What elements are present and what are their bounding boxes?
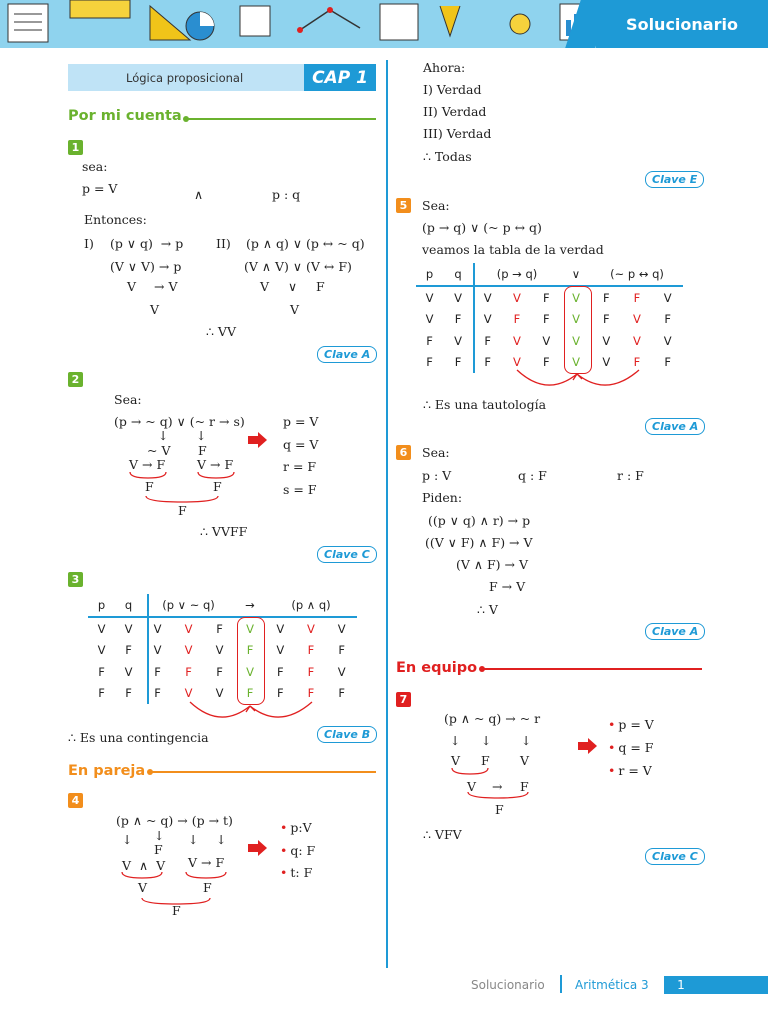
- table-cell: V: [97, 621, 106, 636]
- table-cell: F: [307, 643, 315, 658]
- table-cell: F: [426, 355, 433, 370]
- table-cell: F: [338, 643, 345, 658]
- table-cell: V: [633, 312, 641, 327]
- truth-table-p5: [416, 263, 683, 373]
- problem-number: 4: [68, 793, 83, 808]
- answer-key-button[interactable]: Clave A: [645, 418, 705, 435]
- p1-text: (V ∧ V) ∨ (V ↔ F): [244, 259, 352, 274]
- table-cell: F: [426, 333, 433, 348]
- down-arrow-icon: ↓: [216, 832, 227, 847]
- down-arrow-icon: ↓: [154, 828, 165, 843]
- p4-text: F: [172, 903, 181, 918]
- table-cell: F: [484, 355, 491, 370]
- table-cell: V: [454, 290, 462, 305]
- table-cell: F: [125, 686, 132, 701]
- table-cell: F: [664, 312, 671, 327]
- p3-arcs: [180, 700, 340, 730]
- p2-text: V → F: [129, 457, 166, 472]
- table-cell: F: [246, 643, 254, 658]
- footer-divider: [560, 975, 562, 993]
- table-cell: V: [425, 290, 434, 305]
- p1-text: F: [316, 279, 325, 294]
- chapter-label: Lógica proposicional: [126, 71, 244, 85]
- p6-text: p : V: [422, 468, 452, 483]
- header-banner: [0, 0, 768, 48]
- table-cell: V: [246, 664, 254, 679]
- p7-text: V: [520, 753, 530, 768]
- table-header: ∨: [561, 263, 591, 286]
- table-cell: V: [572, 312, 580, 327]
- section-line: [188, 118, 376, 120]
- p7-value: • q = F: [608, 740, 653, 755]
- chapter-bar: [68, 64, 376, 91]
- down-arrow-icon: ↓: [521, 733, 532, 748]
- table-cell: F: [277, 664, 284, 679]
- table-header: q: [115, 594, 142, 617]
- table-cell: V: [602, 333, 611, 348]
- right-text: III) Verdad: [423, 126, 492, 141]
- down-arrow-icon: ↓: [122, 832, 133, 847]
- p6-answer: ∴ V: [477, 602, 498, 617]
- table-cell: V: [542, 333, 551, 348]
- table-cell: V: [483, 290, 492, 305]
- p6-text: Piden:: [422, 490, 463, 505]
- table-row: [88, 640, 357, 662]
- section-title-equipo: En equipo: [396, 660, 478, 676]
- p1-text: I): [84, 236, 94, 251]
- table-cell: V: [97, 643, 106, 658]
- p1-text: sea:: [82, 159, 108, 174]
- p1-text: V: [260, 279, 270, 294]
- table-cell: F: [216, 664, 223, 679]
- table-separator: [147, 594, 149, 704]
- p1-text: p = V: [82, 181, 118, 196]
- problem-number: 6: [396, 445, 411, 460]
- p7-text: (p ∧ ~ q) → ~ r: [444, 711, 541, 726]
- p1-text: (V ∨ V) → p: [110, 259, 182, 274]
- table-header: (p ∨ ~ q): [142, 594, 235, 617]
- header-title: Solucionario: [596, 0, 768, 48]
- table-cell: F: [664, 355, 671, 370]
- p6-text: F → V: [489, 579, 526, 594]
- p2-value: q = V: [283, 437, 319, 452]
- table-cell: V: [153, 643, 162, 658]
- p4-value: • q: F: [280, 843, 315, 858]
- p7-text: V: [451, 753, 461, 768]
- table-cell: F: [125, 643, 132, 658]
- table-cell: V: [513, 290, 521, 305]
- right-arrow-icon: [248, 840, 268, 856]
- table-cell: V: [572, 355, 580, 370]
- table-cell: V: [483, 312, 492, 327]
- table-cell: V: [337, 664, 346, 679]
- p7-text: F: [520, 779, 529, 794]
- table-cell: V: [184, 643, 193, 658]
- footer-book: Solucionario: [471, 978, 545, 992]
- p7-value: • r = V: [608, 763, 652, 778]
- table-cell: F: [246, 686, 254, 701]
- p2-answer: ∴ VVFF: [200, 524, 248, 539]
- p1-text: ∧: [194, 187, 204, 202]
- p4-text: V → F: [188, 855, 225, 870]
- right-text: II) Verdad: [423, 104, 487, 119]
- table-cell: V: [663, 333, 672, 348]
- table-cell: F: [543, 355, 550, 370]
- table-cell: F: [633, 355, 641, 370]
- p7-text: V: [467, 779, 477, 794]
- table-cell: V: [513, 355, 521, 370]
- table-cell: F: [603, 290, 610, 305]
- table-cell: F: [98, 664, 105, 679]
- p1-text: p : q: [272, 187, 301, 202]
- table-cell: F: [454, 312, 462, 327]
- table-row: [88, 617, 357, 640]
- table-cell: V: [276, 621, 285, 636]
- right-text: I) Verdad: [423, 82, 482, 97]
- table-cell: F: [543, 290, 550, 305]
- down-arrow-icon: ↓: [481, 733, 492, 748]
- table-cell: F: [543, 312, 550, 327]
- table-cell: V: [454, 333, 462, 348]
- table-header: q: [443, 263, 473, 286]
- table-cell: V: [602, 355, 611, 370]
- p1-text: V: [127, 279, 137, 294]
- table-cell: F: [185, 664, 192, 679]
- table-cell: F: [154, 664, 161, 679]
- p6-text: ((p ∨ q) ∧ r) → p: [428, 513, 531, 528]
- table-cell: F: [307, 664, 315, 679]
- table-cell: V: [572, 290, 580, 305]
- p1-text: Entonces:: [84, 212, 147, 227]
- p1-text: ∨: [288, 279, 298, 294]
- table-header: p: [88, 594, 115, 617]
- table-row: [416, 286, 683, 309]
- answer-key-button[interactable]: Clave C: [645, 848, 705, 865]
- table-cell: V: [572, 333, 580, 348]
- table-cell: F: [154, 686, 161, 701]
- p5-answer: ∴ Es una tautología: [423, 397, 547, 412]
- chapter-number: CAP 1: [304, 64, 376, 91]
- down-arrow-icon: ↓: [158, 428, 169, 443]
- table-cell: F: [277, 686, 284, 701]
- table-cell: V: [215, 686, 224, 701]
- answer-key-button[interactable]: Clave C: [317, 546, 377, 563]
- section-title-mi-cuenta: Por mi cuenta: [68, 108, 182, 124]
- p2-value: p = V: [283, 414, 319, 429]
- footer-subject: Aritmética 3: [575, 978, 649, 992]
- table-cell: F: [454, 355, 462, 370]
- problem-number: 2: [68, 372, 83, 387]
- table-header: (~ p ↔ q): [591, 263, 683, 286]
- p4-text: V: [138, 880, 148, 895]
- problem-number: 7: [396, 692, 411, 707]
- p4-value: • p:V: [280, 820, 312, 835]
- table-cell: V: [276, 643, 285, 658]
- p2-text: (p → ~ q) ∨ (~ r → s): [114, 414, 245, 429]
- p4-text: F: [203, 880, 212, 895]
- table-cell: V: [425, 312, 434, 327]
- table-cell: V: [184, 686, 193, 701]
- table-header: (p ∧ q): [265, 594, 357, 617]
- table-cell: V: [246, 621, 254, 636]
- table-header: p: [416, 263, 443, 286]
- table-cell: F: [484, 333, 491, 348]
- p1-text: (p ∧ q) ∨ (p ↔ ~ q): [246, 236, 365, 251]
- down-arrow-icon: ↓: [450, 733, 461, 748]
- table-cell: V: [124, 621, 133, 636]
- table-cell: V: [184, 621, 193, 636]
- p1-text: V: [150, 302, 160, 317]
- p1-text: II): [216, 236, 231, 251]
- p4-text: F: [154, 842, 163, 857]
- truth-table-p3: [88, 594, 357, 704]
- right-arrow-icon: [578, 738, 598, 754]
- right-text: ∴ Todas: [423, 149, 472, 164]
- p1-text: → V: [154, 279, 178, 294]
- section-line: [484, 668, 702, 670]
- problem-number: 5: [396, 198, 411, 213]
- table-cell: V: [153, 621, 162, 636]
- p7-value: • p = V: [608, 717, 654, 732]
- p1-text: V: [290, 302, 300, 317]
- p2-value: s = F: [283, 482, 317, 497]
- right-text: Ahora:: [423, 60, 466, 75]
- p4-text: V ∧ V: [122, 858, 166, 873]
- table-cell: F: [513, 312, 521, 327]
- table-row: [88, 661, 357, 683]
- p5-text: veamos la tabla de la verdad: [422, 242, 604, 257]
- p6-text: r : F: [617, 468, 644, 483]
- table-cell: F: [338, 686, 345, 701]
- page-number: 1: [664, 976, 698, 994]
- p7-text: F: [481, 753, 490, 768]
- highlight-box: [564, 286, 592, 374]
- table-row: [416, 330, 683, 352]
- p4-text: (p ∧ ~ q) → (p → t): [116, 813, 233, 828]
- p2-text: F: [145, 479, 154, 494]
- p2-text: F: [178, 503, 187, 518]
- p2-text: ~ V: [147, 443, 171, 458]
- table-cell: V: [633, 333, 641, 348]
- table-cell: F: [633, 290, 641, 305]
- table-cell: V: [215, 643, 224, 658]
- answer-key-button[interactable]: Clave A: [317, 346, 377, 363]
- table-header: →: [235, 594, 265, 617]
- table-cell: V: [124, 664, 133, 679]
- table-cell: F: [98, 686, 105, 701]
- p5-text: (p → q) ∨ (~ p ↔ q): [422, 220, 542, 235]
- p2-text: F: [213, 479, 222, 494]
- p6-text: (V ∧ F) → V: [456, 557, 528, 572]
- section-line: [152, 771, 376, 773]
- table-cell: V: [663, 290, 672, 305]
- p6-text: Sea:: [422, 445, 450, 460]
- table-cell: F: [603, 312, 610, 327]
- p5-text: Sea:: [422, 198, 450, 213]
- table-cell: F: [216, 621, 223, 636]
- highlight-box: [237, 617, 265, 705]
- p1-text: (p ∨ q) → p: [110, 236, 184, 251]
- answer-key-button[interactable]: Clave E: [645, 171, 704, 188]
- p2-value: r = F: [283, 459, 317, 474]
- table-cell: V: [337, 621, 346, 636]
- column-divider: [386, 60, 388, 968]
- answer-key-button[interactable]: Clave A: [645, 623, 705, 640]
- p3-answer: ∴ Es una contingencia: [68, 730, 209, 745]
- p2-text: F: [198, 443, 207, 458]
- p2-text: V → F: [197, 457, 234, 472]
- p2-text: Sea:: [114, 392, 142, 407]
- p4-value: • t: F: [280, 865, 312, 880]
- table-header: (p → q): [473, 263, 561, 286]
- problem-number: 3: [68, 572, 83, 587]
- header-doodles: [0, 0, 600, 48]
- p7-answer: ∴ VFV: [423, 827, 462, 842]
- answer-key-button[interactable]: Clave B: [317, 726, 377, 743]
- right-arrow-icon: [248, 432, 268, 448]
- p6-text: ((V ∨ F) ∧ F) → V: [425, 535, 533, 550]
- down-arrow-icon: ↓: [188, 832, 199, 847]
- p7-text: F: [495, 802, 504, 817]
- table-row: [416, 309, 683, 331]
- table-cell: V: [513, 333, 521, 348]
- p5-arcs: [505, 368, 665, 398]
- problem-number: 1: [68, 140, 83, 155]
- p1-answer: ∴ VV: [206, 324, 236, 339]
- section-title-pareja: En pareja: [68, 763, 146, 779]
- down-arrow-icon: ↓: [196, 428, 207, 443]
- p7-text: →: [492, 779, 503, 794]
- table-cell: F: [307, 686, 315, 701]
- table-cell: V: [307, 621, 315, 636]
- p6-text: q : F: [518, 468, 547, 483]
- table-separator: [473, 263, 475, 373]
